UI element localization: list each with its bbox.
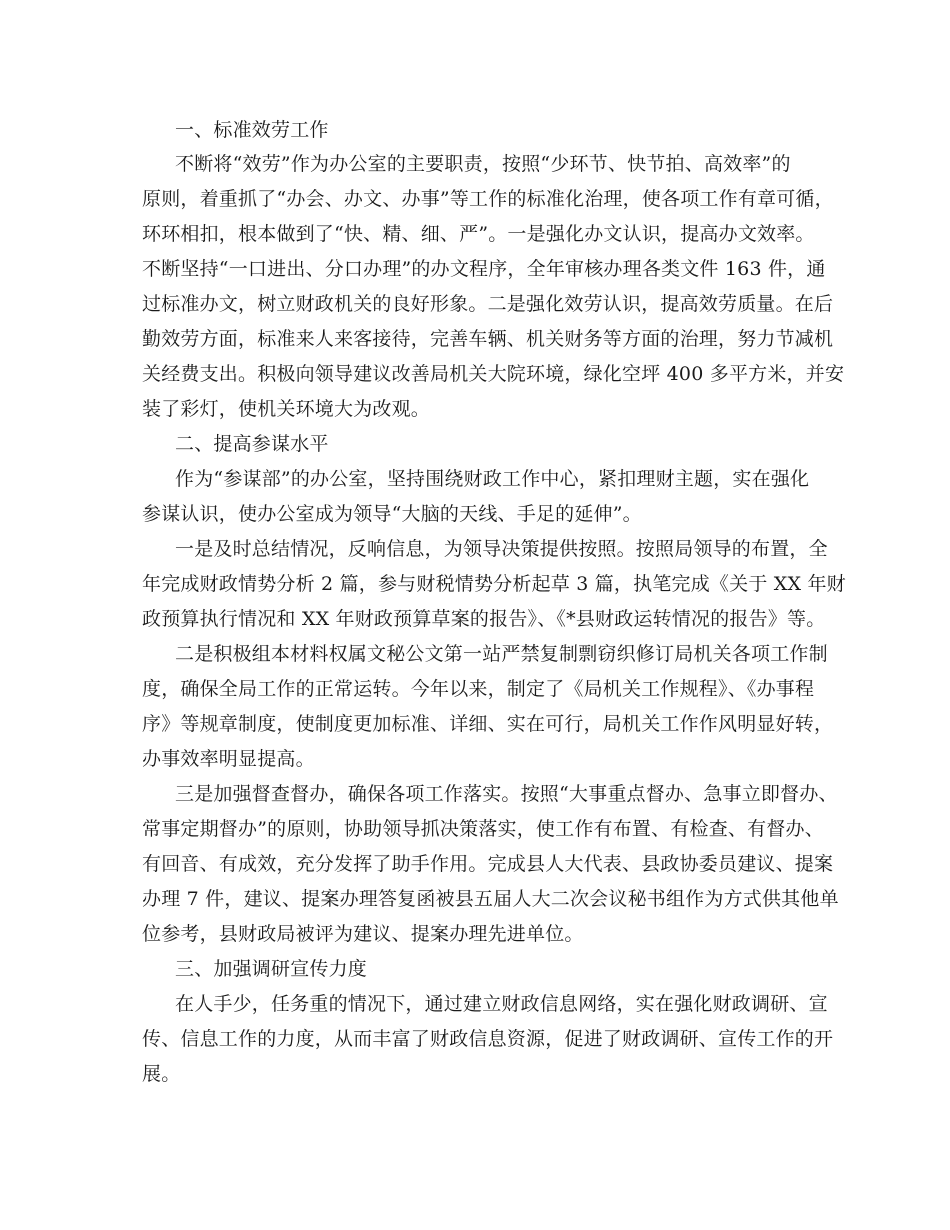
paragraph-line: 位参考，县财政局被评为建议、提案办理先进单位。 — [142, 923, 584, 945]
paragraph-line: 参谋认识，使办公室成为领导“大脑的天线、手足的延伸”。 — [142, 503, 642, 525]
paragraph-line: 关经费支出。积极向领导建议改善局机关大院环境，绿化空坪 400 多平方米，并安 — [142, 363, 845, 385]
paragraph-line: 一是及时总结情况，反响信息，为领导决策提供按照。按照局领导的布置，全 — [175, 538, 828, 560]
paragraph-line: 不断将“效劳”作为办公室的主要职责，按照“少环节、快节拍、高效率”的 — [175, 153, 791, 175]
paragraph-line: 不断坚持“一口进出、分口办理”的办文程序，全年审核办理各类文件 163 件，通 — [142, 258, 826, 280]
paragraph-line: 办事效率明显提高。 — [142, 748, 315, 770]
paragraph-line: 政预算执行情况和 XX 年财政预算草案的报告》、《*县财政运转情况的报告》等。 — [142, 608, 826, 630]
paragraph-line: 装了彩灯，使机关环境大为改观。 — [142, 398, 431, 420]
paragraph-line: 在人手少，任务重的情况下，通过建立财政信息网络，实在强化财政调研、宣 — [175, 993, 828, 1015]
paragraph-line: 常事定期督办”的原则，协助领导抓决策落实，使工作有布置、有检查、有督办、 — [142, 818, 824, 840]
paragraph-line: 年完成财政情势分析 2 篇，参与财税情势分析起草 3 篇，执笔完成《关于 XX 年财 — [142, 573, 846, 595]
paragraph-line: 展。 — [142, 1063, 181, 1085]
paragraph-line: 环环相扣，根本做到了“快、精、细、严”。一是强化办文认识，提高办文效率。 — [142, 223, 815, 245]
paragraph-line: 原则，着重抓了“办会、办文、办事”等工作的标准化治理，使各项工作有章可循， — [142, 188, 834, 210]
paragraph-line: 过标准办文，树立财政机关的良好形象。二是强化效劳认识，提高效劳质量。在后 — [142, 293, 834, 315]
paragraph-line: 办理 7 件，建议、提案办理答复函被县五届人大二次会议秘书组作为方式供其他单 — [142, 888, 839, 910]
paragraph-line: 有回音、有成效，充分发挥了助手作用。完成县人大代表、县政协委员建议、提案 — [142, 853, 834, 875]
section-heading: 三、加强调研宣传力度 — [175, 958, 368, 980]
section-heading: 二、提高参谋水平 — [175, 433, 329, 455]
paragraph-line: 二是积极组本材料权属文秘公文第一站严禁复制剽窃织修订局机关各项工作制 — [175, 643, 828, 665]
paragraph-line: 序》等规章制度，使制度更加标准、详细、实在可行，局机关工作作风明显好转， — [142, 713, 834, 735]
paragraph-line: 作为“参谋部”的办公室，坚持围绕财政工作中心，紧扣理财主题，实在强化 — [175, 468, 810, 490]
paragraph-line: 三是加强督查督办，确保各项工作落实。按照“大事重点督办、急事立即督办、 — [175, 783, 838, 805]
paragraph-line: 传、信息工作的力度，从而丰富了财政信息资源，促进了财政调研、宣传工作的开 — [142, 1028, 834, 1050]
paragraph-line: 勤效劳方面，标准来人来客接待，完善车辆、机关财务等方面的治理，努力节减机 — [142, 328, 834, 350]
paragraph-line: 度，确保全局工作的正常运转。今年以来，制定了《局机关工作规程》、《办事程 — [142, 678, 815, 700]
section-heading: 一、标准效劳工作 — [175, 119, 329, 141]
